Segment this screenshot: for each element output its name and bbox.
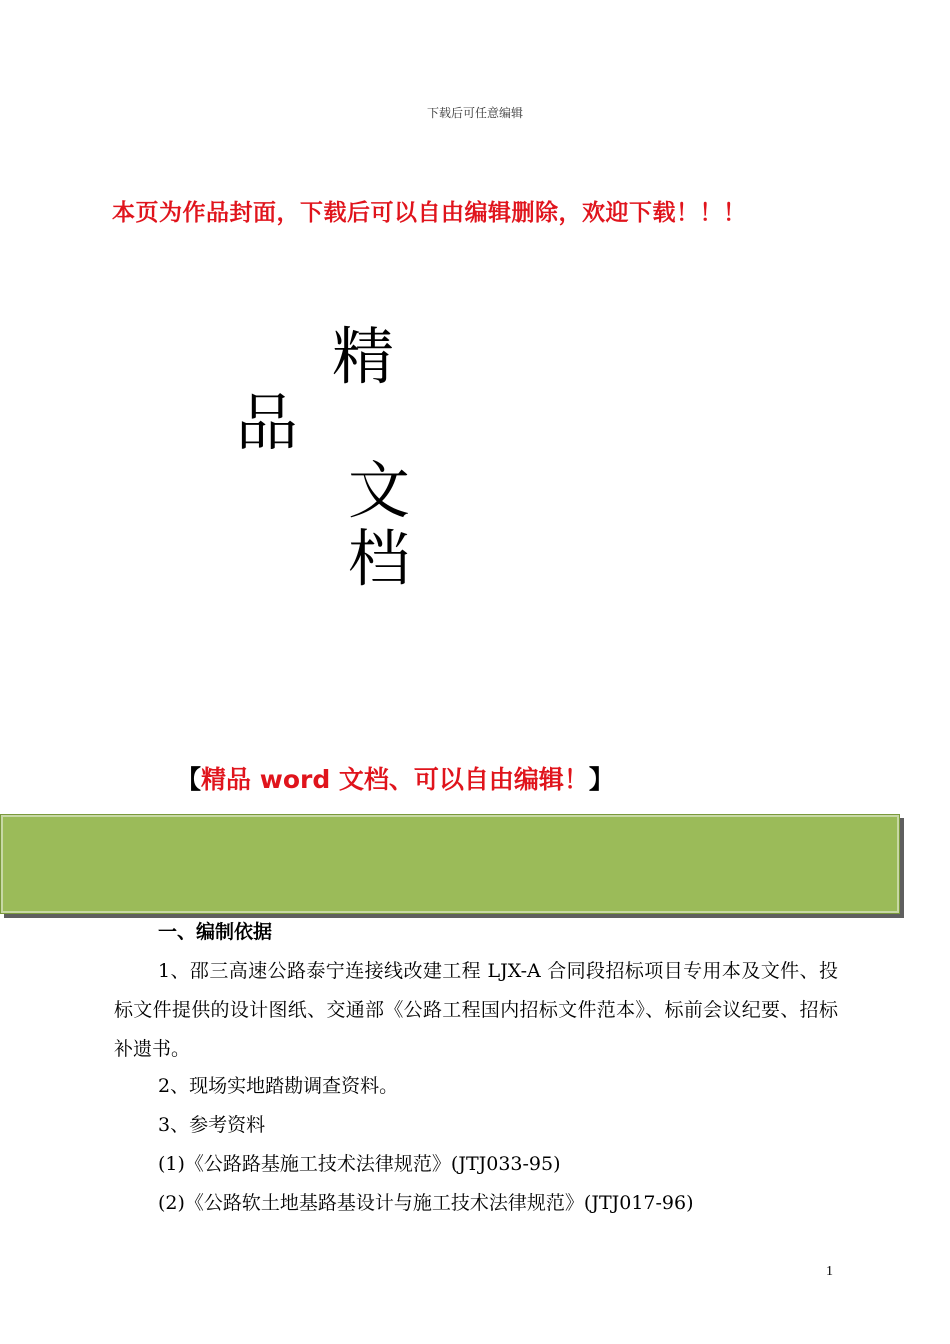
page-header: 下载后可任意编辑 <box>426 106 523 120</box>
promo-text: 精品 word 文档、可以自由编辑！ <box>201 765 589 794</box>
paragraph-item-1: 1、邵三高速公路泰宁连接线改建工程 LJX-A 合同段招标项目专用本及文件、投标文件提供的设计图纸、交通部《公路工程国内招标文件范本》、标前会议纪要、招标补遗书。 <box>114 960 838 1060</box>
reference-2: (2)《公路软土地基路基设计与施工技术法律规范》(JTJ017-96) <box>158 1192 694 1214</box>
title-char-2: 品 <box>236 386 299 459</box>
promo-bracket-open: 【 <box>176 765 202 794</box>
title-char-4: 档 <box>348 522 411 595</box>
paragraph-item-2: 2、现场实地踏勘调查资料。 <box>158 1075 399 1097</box>
promo-bracket-close: 】 <box>588 765 614 794</box>
cover-notice: 本页为作品封面，下载后可以自由编辑删除，欢迎下载！！！ <box>112 200 747 226</box>
promo-line <box>176 760 614 796</box>
page-number: 1 <box>826 1264 833 1279</box>
green-banner <box>0 814 900 914</box>
title-char-1: 精 <box>332 320 395 393</box>
title-char-3: 文 <box>348 454 411 527</box>
reference-1: (1)《公路路基施工技术法律规范》(JTJ033-95) <box>158 1153 561 1175</box>
paragraph-item-3: 3、参考资料 <box>158 1114 266 1136</box>
section-heading: 一、编制依据 <box>158 921 273 943</box>
